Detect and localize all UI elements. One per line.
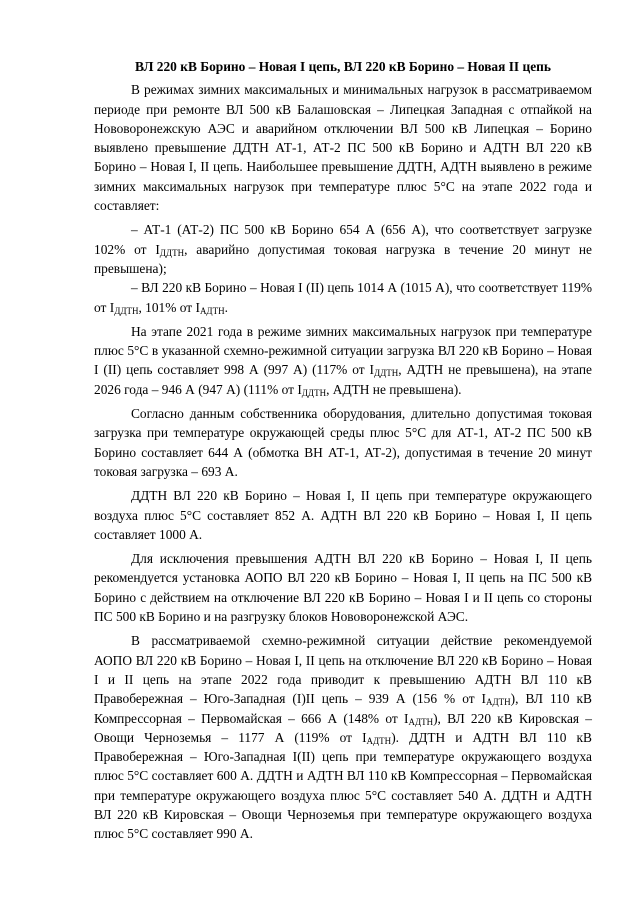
paragraph-ddtn-adtn: ДДТН ВЛ 220 кВ Борино – Новая I, II цепь при температуре окружающего воздуха плюс 5°С составляет 852 А. АДТН ВЛ 220 кВ Борино – Новая I, II цепь составляет 1000 А. [94, 488, 592, 542]
paragraph-owner-data: Согласно данным собственника оборудования, длительно допустимая токовая загрузка при температуре окружающей среды плюс 5°С для АТ-1, АТ-2 ПС 500 кВ Борино составляет 644 А (обмотка ВН АТ-1, АТ-2), допустимая в течение 20 минут токовая загрузка – 693 А. [94, 406, 592, 479]
list-item-line: – ВЛ 220 кВ Борино – Новая I (II) цепь 1014 А (1015 А), что соответствует 119% от $I_{ДДТН}$, 101% от $I_{АДТН}$. [94, 280, 592, 316]
list-item-autotransformer: – АТ-1 (АТ-2) ПС 500 кВ Борино 654 А (656 А), что соответствует загрузке 102% от $I_{ДДТН}$, аварийно допустимая токовая нагрузка в течение 20 минут не превышена); [94, 222, 593, 276]
paragraph-2021: На этапе 2021 года в режиме зимних максимальных нагрузок при температуре плюс 5°С в указанной схемно-режимной ситуации загрузка ВЛ 220 кВ Борино – Новая I (II) цепь составляет 998 А (997 А) (117% от $I_{ДДТН}$, АДТН не превышена), на этапе 2026 года – 946 А (947 А) (111% от $I_{ДДТН}$, АДТН не превышена). [94, 323, 592, 398]
paragraph-intro: В режимах зимних максимальных и минимальных нагрузок в рассматриваемом периоде при ремонте ВЛ 500 кВ Балашовская – Липецкая Западная с отпайкой на Нововоронежскую АЭС и аварийном отключении ВЛ 500 кВ Липецкая – Борино выявлено превышение ДДТН АТ-1, АТ-2 ПС 500 кВ Борино и АДТН ВЛ 220 кВ Борино – Новая I, II цепь. Наибольшее превышение ДДТН, АДТН выявлено в режиме зимних максимальных нагрузок при температуре плюс 5°С на этапе 2022 года и составляет: [94, 82, 592, 214]
paragraph-recommendation: Для исключения превышения АДТН ВЛ 220 кВ Борино – Новая I, II цепь рекомендуется установка АОПО ВЛ 220 кВ Борино – Новая I, II цепь на ПС 500 кВ Борино с действием на отключение ВЛ 220 кВ Борино – Новая I и II цепь со стороны ПС 500 кВ Борино и на разгрузку блоков Нововоронежской АЭС. [94, 551, 592, 625]
page-title: ВЛ 220 кВ Борино – Новая I цепь, ВЛ 220 кВ Борино – Новая II цепь [135, 59, 551, 74]
paragraph-aopo-effect: В рассматриваемой схемно-режимной ситуации действие рекомендуемой АОПО ВЛ 220 кВ Борино – Новая I, II цепь на отключение ВЛ 220 кВ Борино – Новая I и II цепь на этапе 2022 года приводит к превышению АДТН ВЛ 110 кВ Правобережная – Юго-Западная (I)II цепь – 939 А (156 % от $I_{АДТН}$), ВЛ 110 кВ Компрессорная – Первомайская – 666 А (148% от $I_{АДТН}$), ВЛ 220 кВ Кировская – Овощи Черноземья – 1177 А (119% от $I_{АДТН}$). ДДТН и АДТН ВЛ 110 кВ Правобережная – Юго-Западная I(II) цепь при температуре окружающего воздуха плюс 5°С составляет 600 А. ДДТН и АДТН ВЛ 110 кВ Компрессорная – Первомайская при температуре окружающего воздуха плюс 5°С составляет 540 А. ДДТН и АДТН ВЛ 220 кВ Кировская – Овощи Черноземья при температуре окружающего воздуха плюс 5°С составляет 990 А. [94, 633, 593, 842]
